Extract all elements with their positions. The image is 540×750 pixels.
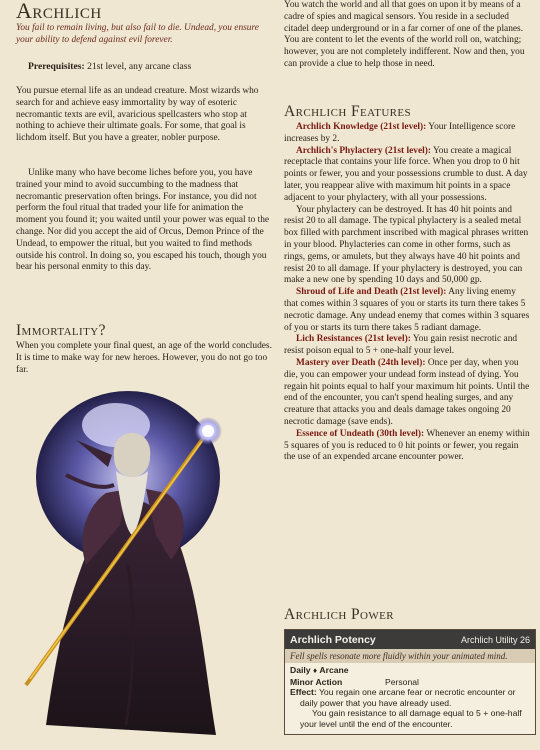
power-usage [290,665,530,677]
archlich-illustration [16,385,244,747]
power-heading: Archlich Power [284,606,394,623]
power-effect-label: Effect: [290,687,317,698]
features-list [284,122,530,464]
prerequisites [28,61,274,73]
feature-essence-of-undeath [284,429,530,464]
feature-archlichs-phylactery [284,146,530,205]
feature-shroud-of-life-and-death [284,287,530,334]
feature-text: Whenever an enemy within 5 squares of you is reduced to 0 hit points or fewer, you regain the use of an expended arcane encounter power. [284,428,530,463]
feature-text: Any living enemy that comes within 3 squares of you or starts its turn there takes 5 necrotic damage. Any undead enemy that comes within 3 squares of you or starts its turn there takes 5 radiant damage. [284,287,530,333]
power-body [285,663,535,734]
epilogue-paragraph: You watch the world and all that goes on upon it by means of a cadre of spies and magical sensors. You reside in a secluded citadel deep underground or in a far corner of one of the planes. You are content to let the events of the world roll on, watching; however, you are not completely indifferent. Now and then, you can provide a clue to help those in need. [284,0,525,69]
feature-title: Shroud of Life and Death (21st level): [296,287,447,298]
intro-paragraph: You pursue eternal life as an undead creature. Most wizards who search for and achieve easy immortality by way of esoteric necromantic texts are evil, avaricious spellcasters who stop at nothing to achieve their ultimate goals. For some, that goal is lichdom itself. But you have a greater, nobler purpose. [16,86,259,144]
feature-title: Archlich Knowledge (21st level): [296,122,427,132]
power-range: Personal [385,676,419,687]
feature-mastery-over-death [284,358,530,429]
prereq-text: 21st level, any arcane class [87,61,192,72]
power-keyword: Arcane [319,665,349,675]
power-effect-text: You regain one arcane fear or necrotic encounter or daily power that you have already used. [300,687,516,708]
history-paragraph: Unlike many who have become liches before you, you have trained your mind to avoid succumbing to the madness that necromantic preservation often brings. For instance, you did not perform the foul ritual that traded your life for animation the moment you found it; you waited until your power was equal to the change. Nor did you accept the aid of Orcus, Demon Prince of the Undead, to empower the ritual, but you waited to find methods outside his control. In doing so, you escaped his touch, though you bear his personal enmity to this day. [16,168,270,273]
flavor-text: You fail to remain living, but also fail to die. Undead, you ensure your ability to defend against evil forever. [16,23,259,45]
diamond-icon: ♦ [312,666,318,675]
page-title: Archlich [16,0,102,23]
power-action-row [290,677,530,688]
feature-text: You create a magical receptacle that contains your life force. When you drop to 0 hit points or fewer, you and your possessions crumble to dust. A day later, you reappear alive with maximum hit points in a space adjacent to your phylactery, with all your possessions. [284,145,528,203]
feature-lich-resistances [284,334,530,358]
feature-text: Your Intelligence score increases by 2. [284,122,516,144]
prereq-label: Prerequisites: [28,61,85,72]
features-heading: Archlich Features [284,103,412,120]
feature-title: Essence of Undeath (30th level): [296,428,425,439]
feature-title: Lich Resistances (21st level): [296,334,411,345]
power-card [284,629,536,735]
feature-title: Mastery over Death (24th level): [296,357,426,368]
immortality-heading: Immortality? [16,322,106,339]
feature-archlich-knowledge [284,122,530,146]
power-flavor: Fell spells resonate more fluidly within your animated mind. [285,649,535,663]
phylactery-details: Your phylactery can be destroyed. It has 40 hit points and resist 20 to all damage. The typical phylactery is a sealed metal box filled with parchment inscribed with magical phrases written in your blood. Phylacteries can come in other forms, such as rings, gems, or amulets, but they always have 40 hit points and resist 20 to all damage. If your phylactery is destroyed, you can make a new one by spending 10 days and 50,000 gp. [284,204,529,286]
power-usage-daily: Daily [290,665,311,675]
power-name: Archlich Potency [290,633,376,646]
power-type: Archlich Utility 26 [460,634,530,645]
power-effect [290,687,530,708]
feature-text: You gain resist necrotic and resist poison equal to 5 + one-half your level. [284,334,518,357]
feature-text: Once per day, when you die, you can empower your undead form instead of dying. You regain hit points equal to half your maximum hit points. Until the end of the encounter, you can't spend healing surges, and any creature that attacks you and deals damage takes ongoing 20 necrotic damage (save ends). [284,357,530,427]
immortality-paragraph: When you complete your final quest, an age of the world concludes. It is time to make way for new heroes. However, you do not go too far. [16,341,272,375]
feature-title: Archlich's Phylactery (21st level): [296,145,431,156]
power-action: Minor Action [290,676,343,687]
power-effect-secondary: You gain resistance to all damage equal to 5 + one-half your level until the end of the encounter. [300,708,522,729]
power-header [285,630,535,649]
